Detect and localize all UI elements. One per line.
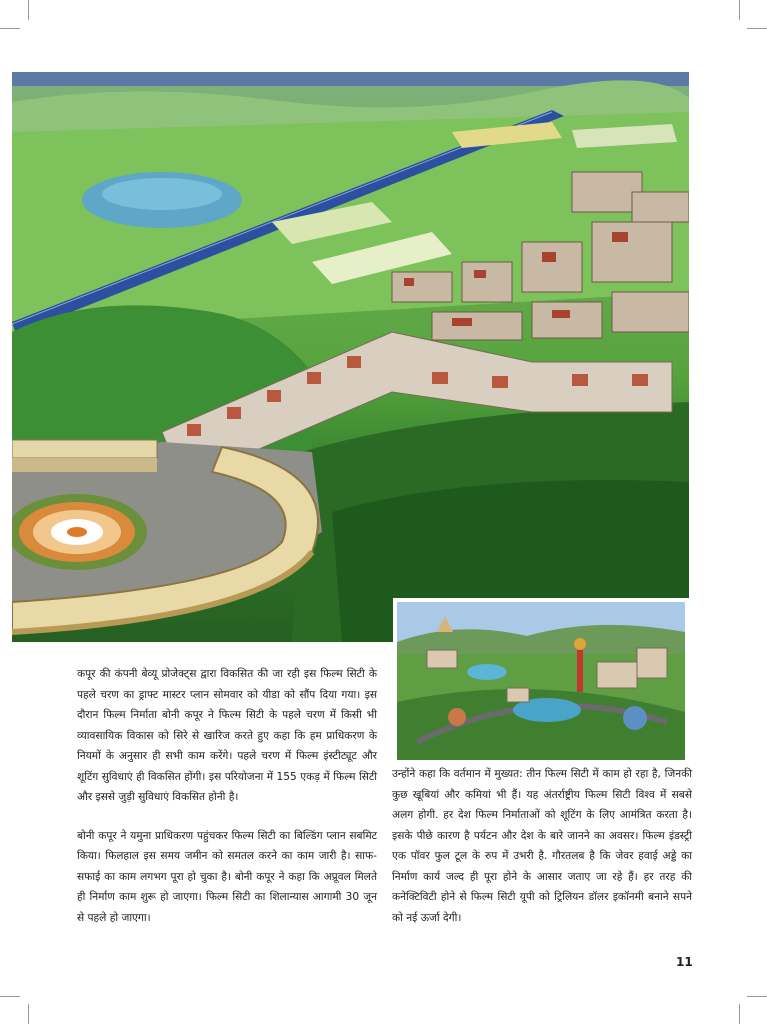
- film-city-aerial-image: [12, 72, 689, 642]
- film-city-inset-image: [393, 598, 689, 764]
- article-right-column: [392, 764, 692, 928]
- crop-mark: [747, 28, 767, 29]
- crop-mark: [747, 996, 767, 997]
- crop-mark: [0, 996, 20, 997]
- crop-mark: [739, 1004, 740, 1024]
- article-left-column: [77, 664, 377, 928]
- inset-illustration: [397, 602, 685, 760]
- crop-mark: [28, 0, 29, 20]
- page-number: 11: [676, 955, 693, 969]
- left-paragraph-1: कपूर की कंपनी बेव्यू प्रोजेक्ट्स द्वारा विकसित की जा रही इस फिल्म सिटी के पहले चरण का ड्राफ्ट मास्टर प्लान सोमवार को यीडा को सौंप दिया गया। इस दौरान फिल्म निर्माता बोनी कपूर ने फिल्म सिटी के पहले चरण में किसी भी व्यावसायिक विकास को सिरे से खारिज करते हुए कहा कि हम प्राधिकरण के नियमों के अनुसार ही सभी काम करेंगे। पहले चरण में फिल्म इंस्टीट्यूट और शूटिंग सुविधाएं ही विकसित होंगी। इस परियोजना में 155 एकड़ में फिल्म सिटी और इससे जुड़ी सुविधाएं विकसित होनी है।: [77, 668, 377, 803]
- crop-mark: [28, 1004, 29, 1024]
- aerial-illustration: [12, 72, 689, 642]
- crop-mark: [0, 28, 20, 29]
- crop-mark: [739, 0, 740, 20]
- left-paragraph-2: बोनी कपूर ने यमुना प्राधिकरण पहुंचकर फिल्म सिटी का बिल्डिंग प्लान सबमिट किया। फिलहाल इस समय जमीन को समतल करने का काम जारी है। साफ-सफाई का काम लगभग पूरा हो चुका है। बोनी कपूर ने कहा कि अप्रूवल मिलते ही निर्माण काम शुरू हो जाएगा। फिल्म सिटी का शिलान्यास आगामी 30 जून से पहले हो जाएगा।: [77, 829, 377, 924]
- right-paragraph-1: उन्होंने कहा कि वर्तमान में मुख्यत: तीन फिल्म सिटी में काम हो रहा है, जिनकी कुछ खूबियां और कमियां भी हैं। यह अंतर्राष्ट्रीय फिल्म सिटी विश्व में सबसे अलग होगी. हर देश फिल्म निर्माताओं को शूटिंग के लिए आमंत्रित करता है। इसके पीछे कारण है पर्यटन और देश के बारे जानने का अवसर। फिल्म इंडस्ट्री एक पॉवर फुल टूल के रुप में उभरी है. गौरतलब है कि जेवर हवाई अड्डे का निर्माण कार्य जल्द ही पूरा होने के आसार जताए जा रहे हैं। हर तरह की कनेक्टिविटी होने से फिल्म सिटी यूपी को ट्रिलियन डॉलर इकॉनमी बनाने सपने को नई ऊर्जा देगी।: [392, 768, 692, 924]
